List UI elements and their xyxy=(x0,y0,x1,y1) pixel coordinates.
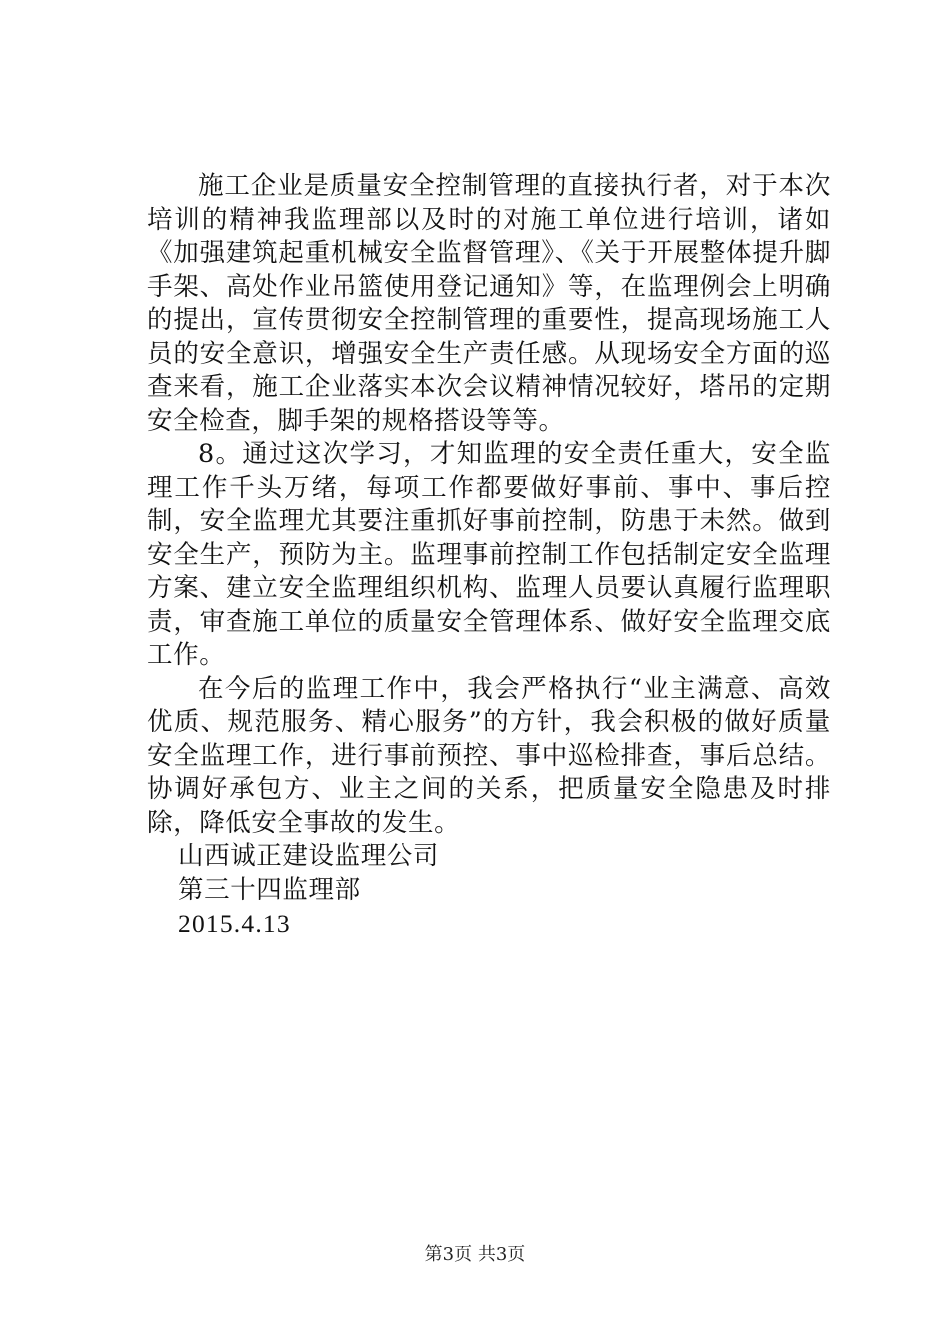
paragraph-study-summary: 8。通过这次学习，才知监理的安全责任重大，安全监理工作千头万绪，每项工作都要做好事前、事中、事后控制，安全监理尤其要注重抓好事前控制，防患于未然。做到安全生产，预防为主。监理事前控制工作包括制定安全监理方案、建立安全监理组织机构、监理人员要认真履行监理职责，审查施工单位的质量安全管理体系、做好安全监理交底工作。 xyxy=(147,439,831,670)
signature-company: 山西诚正建设监理公司 xyxy=(178,841,440,871)
paragraph-future-work: 在今后的监理工作中，我会严格执行“业主满意、高效优质、规范服务、精心服务”的方针，我会积极的做好质量安全监理工作，进行事前预控、事中巡检排查，事后总结。协调好承包方、业主之间的关系，把质量安全隐患及时排除，降低安全事故的发生。 xyxy=(147,673,831,838)
signature-block xyxy=(147,840,831,941)
signature-department: 第三十四监理部 xyxy=(178,874,361,905)
signature-date: 2015.4.13 xyxy=(178,909,291,938)
paragraph-construction-enterprise: 施工企业是质量安全控制管理的直接执行者，对于本次培训的精神我监理部以及时的对施工单位进行培训，诸如《加强建筑起重机械安全监督管理》、《关于开展整体提升脚手架、高处作业吊篮使用登记通知》等，在监理例会上明确的提出，宣传贯彻安全控制管理的重要性，提高现场施工人员的安全意识，增强安全生产责任感。从现场安全方面的巡查来看，施工企业落实本次会议精神情况较好，塔吊的定期安全检查，脚手架的规格搭设等等。 xyxy=(147,171,831,436)
document-body xyxy=(147,170,831,941)
page-footer: 第3页 共3页 xyxy=(424,1244,526,1265)
